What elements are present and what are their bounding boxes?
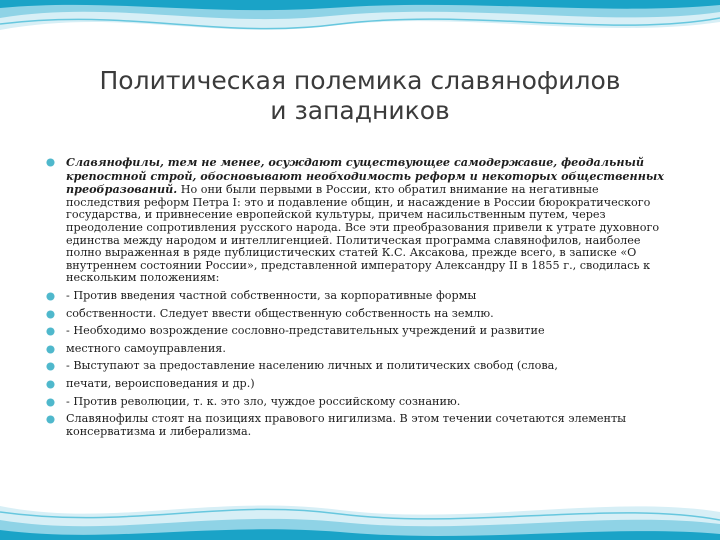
list-item-intro: [46, 156, 670, 285]
list-item-text: - Необходимо возрождение сословно-представительных учреждений и развитие: [66, 324, 545, 338]
list-item: [46, 343, 670, 356]
bullet-list: [46, 156, 670, 438]
filled-circle-bullet-icon: [46, 292, 55, 301]
list-item-text: - Против революции, т. к. это зло, чуждое российскому сознанию.: [66, 394, 461, 408]
filled-circle-bullet-icon: [46, 327, 55, 336]
filled-circle-bullet-icon: [46, 158, 55, 167]
filled-circle-bullet-icon: [46, 362, 55, 371]
list-item-text: Славянофилы стоят на позициях правового нигилизма. В этом течении сочетаются элементы консерватизма и либерализма.: [66, 412, 627, 438]
slide-title: [40, 66, 680, 126]
list-item: [46, 308, 670, 321]
list-item-text: - Выступают за предоставление населению личных и политических свобод (слова,: [66, 359, 558, 373]
filled-circle-bullet-icon: [46, 415, 55, 424]
filled-circle-bullet-icon: [46, 345, 55, 354]
list-item: [46, 413, 670, 438]
intro-emphasis: Славянофилы, тем не менее, осуждают существующее самодержавие, феодальный крепостной строй, обосновывают необходимость реформ и некоторых общественных преобразований.: [66, 155, 664, 197]
list-item-text: - Против введения частной собственности, за корпоративные формы: [66, 288, 477, 302]
filled-circle-bullet-icon: [46, 398, 55, 407]
list-item: [46, 290, 670, 303]
filled-circle-bullet-icon: [46, 380, 55, 389]
list-item: [46, 360, 670, 373]
list-item-text: собственности. Следует ввести общественную собственность на землю.: [66, 306, 494, 320]
title-line-1: Политическая полемика славянофилов: [99, 66, 621, 95]
list-item-text: печати, вероисповедания и др.): [66, 376, 255, 390]
list-item: [46, 396, 670, 409]
list-item: [46, 378, 670, 391]
filled-circle-bullet-icon: [46, 310, 55, 319]
intro-text: Но они были первыми в России, кто обратил внимание на негативные последствия реформ Петра I: это и подавление общин, и насаждение в России бюрократического государства, и привнесение европейской культуры, причем насильственным путем, через преодоление сопротивления русского народа. Все эти преобразования привели к утрате духовного единства между народом и интеллигенцией. Политическая программа славянофилов, наиболее полно выраженная в ряде публицистических статей К.С. Аксакова, прежде всего, в записке «О внутреннем состоянии России», представленной императору Александру II в 1855 г., сводилась к нескольким положениям:: [66, 183, 660, 285]
title-line-2: и западников: [270, 96, 450, 125]
list-item-text: местного самоуправления.: [66, 341, 226, 355]
list-item: [46, 325, 670, 338]
